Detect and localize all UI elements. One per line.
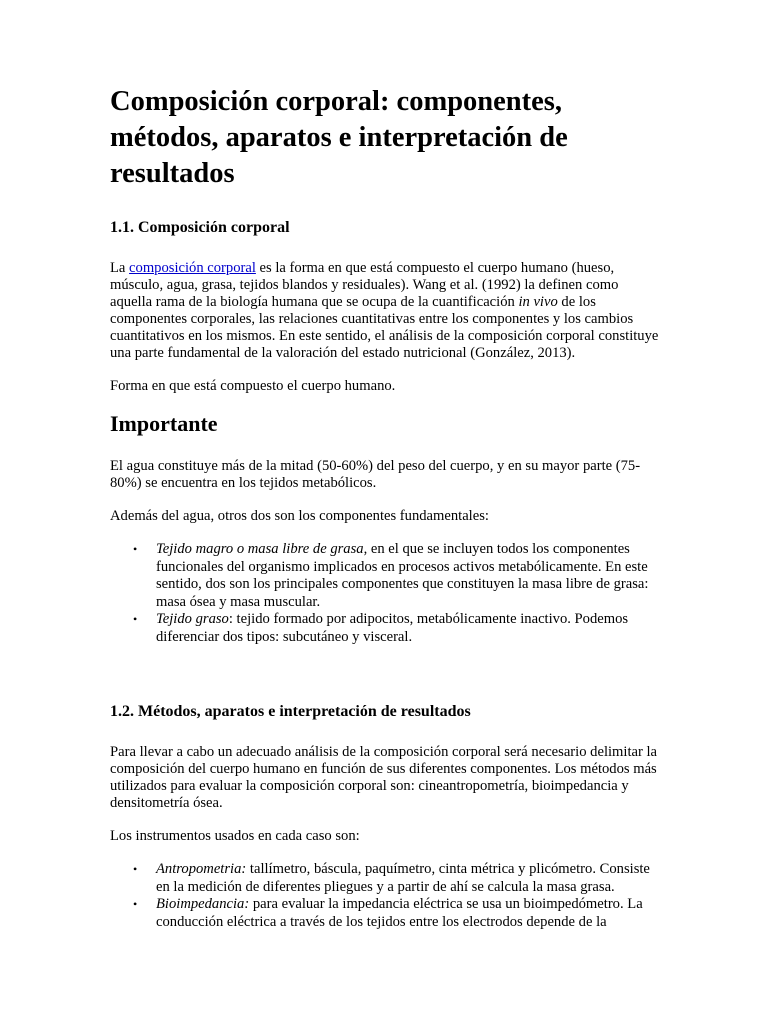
document-page [110,84,660,947]
paragraph-water: El agua constituye más de la mitad (50-60%) del peso del cuerpo, y en su mayor parte (75-80%) se encuentra en los tejidos metabólicos. [110,458,641,491]
bullet-icon: • [133,542,138,556]
instruments-list [110,861,660,931]
bullet-icon: • [133,862,138,876]
components-list [110,541,660,646]
list-item: • Bioimpedancia: para evaluar la impedancia eléctrica se usa un bioimpedómetro. La conducción eléctrica a través de los tejidos entre los electrodos depende de la [133,896,643,930]
paragraph-instruments-intro: Los instrumentos usados en cada caso son: [110,828,360,844]
paragraph-components-intro: Además del agua, otros dos son los componentes fundamentales: [110,508,489,524]
important-heading: Importante [110,411,218,436]
composicion-corporal-link[interactable]: composición corporal [129,260,256,276]
section-heading-composicion: 1.1. Composición corporal [110,219,290,236]
bullet-icon: • [133,612,138,626]
list-item: • Antropometria: tallímetro, báscula, paquímetro, cinta métrica y plicómetro. Consiste en la medición de diferentes pliegues y a partir de ahí se calcula la masa grasa. [133,861,650,895]
list-item: • Tejido graso: tejido formado por adipocitos, metabólicamente inactivo. Podemos diferenciar dos tipos: subcutáneo y visceral. [133,611,629,645]
paragraph-definition: La composición corporal es la forma en que está compuesto el cuerpo humano (hueso, músculo, agua, grasa, tejidos blandos y residuales). Wang et al. (1992) la definen como aquella rama de la biología humana que se ocupa de la cuantificación in vivo de los componentes corporales, las relaciones cuantitativas entre los componentes y los cambios cuantitativos en los mismos. En este sentido, el análisis de la composición corporal constituye una parte fundamental de la valoración del estado nutricional (González, 2013). [110,260,659,361]
paragraph-methods: Para llevar a cabo un adecuado análisis de la composición corporal será necesario delimitar la composición del cuerpo humano en función de sus diferentes componentes. Los métodos más utilizados para evaluar la composición corporal son: cineantropometría, bioimpedancia y densitometría ósea. [110,744,658,811]
list-item: • Tejido magro o masa libre de grasa, en el que se incluyen todos los componentes funcionales del organismo implicados en procesos activos metabólicamente. En este sentido, dos son los principales componentes que constituyen la masa libre de grasa: masa ósea y masa muscular. [133,541,649,610]
document-title: Composición corporal: componentes, métodos, aparatos e interpretación de resultados [110,86,568,189]
spacer [110,662,660,702]
paragraph-summary: Forma en que está compuesto el cuerpo humano. [110,378,396,394]
bullet-icon: • [133,897,138,911]
section-heading-metodos: 1.2. Métodos, aparatos e interpretación de resultados [110,703,471,720]
